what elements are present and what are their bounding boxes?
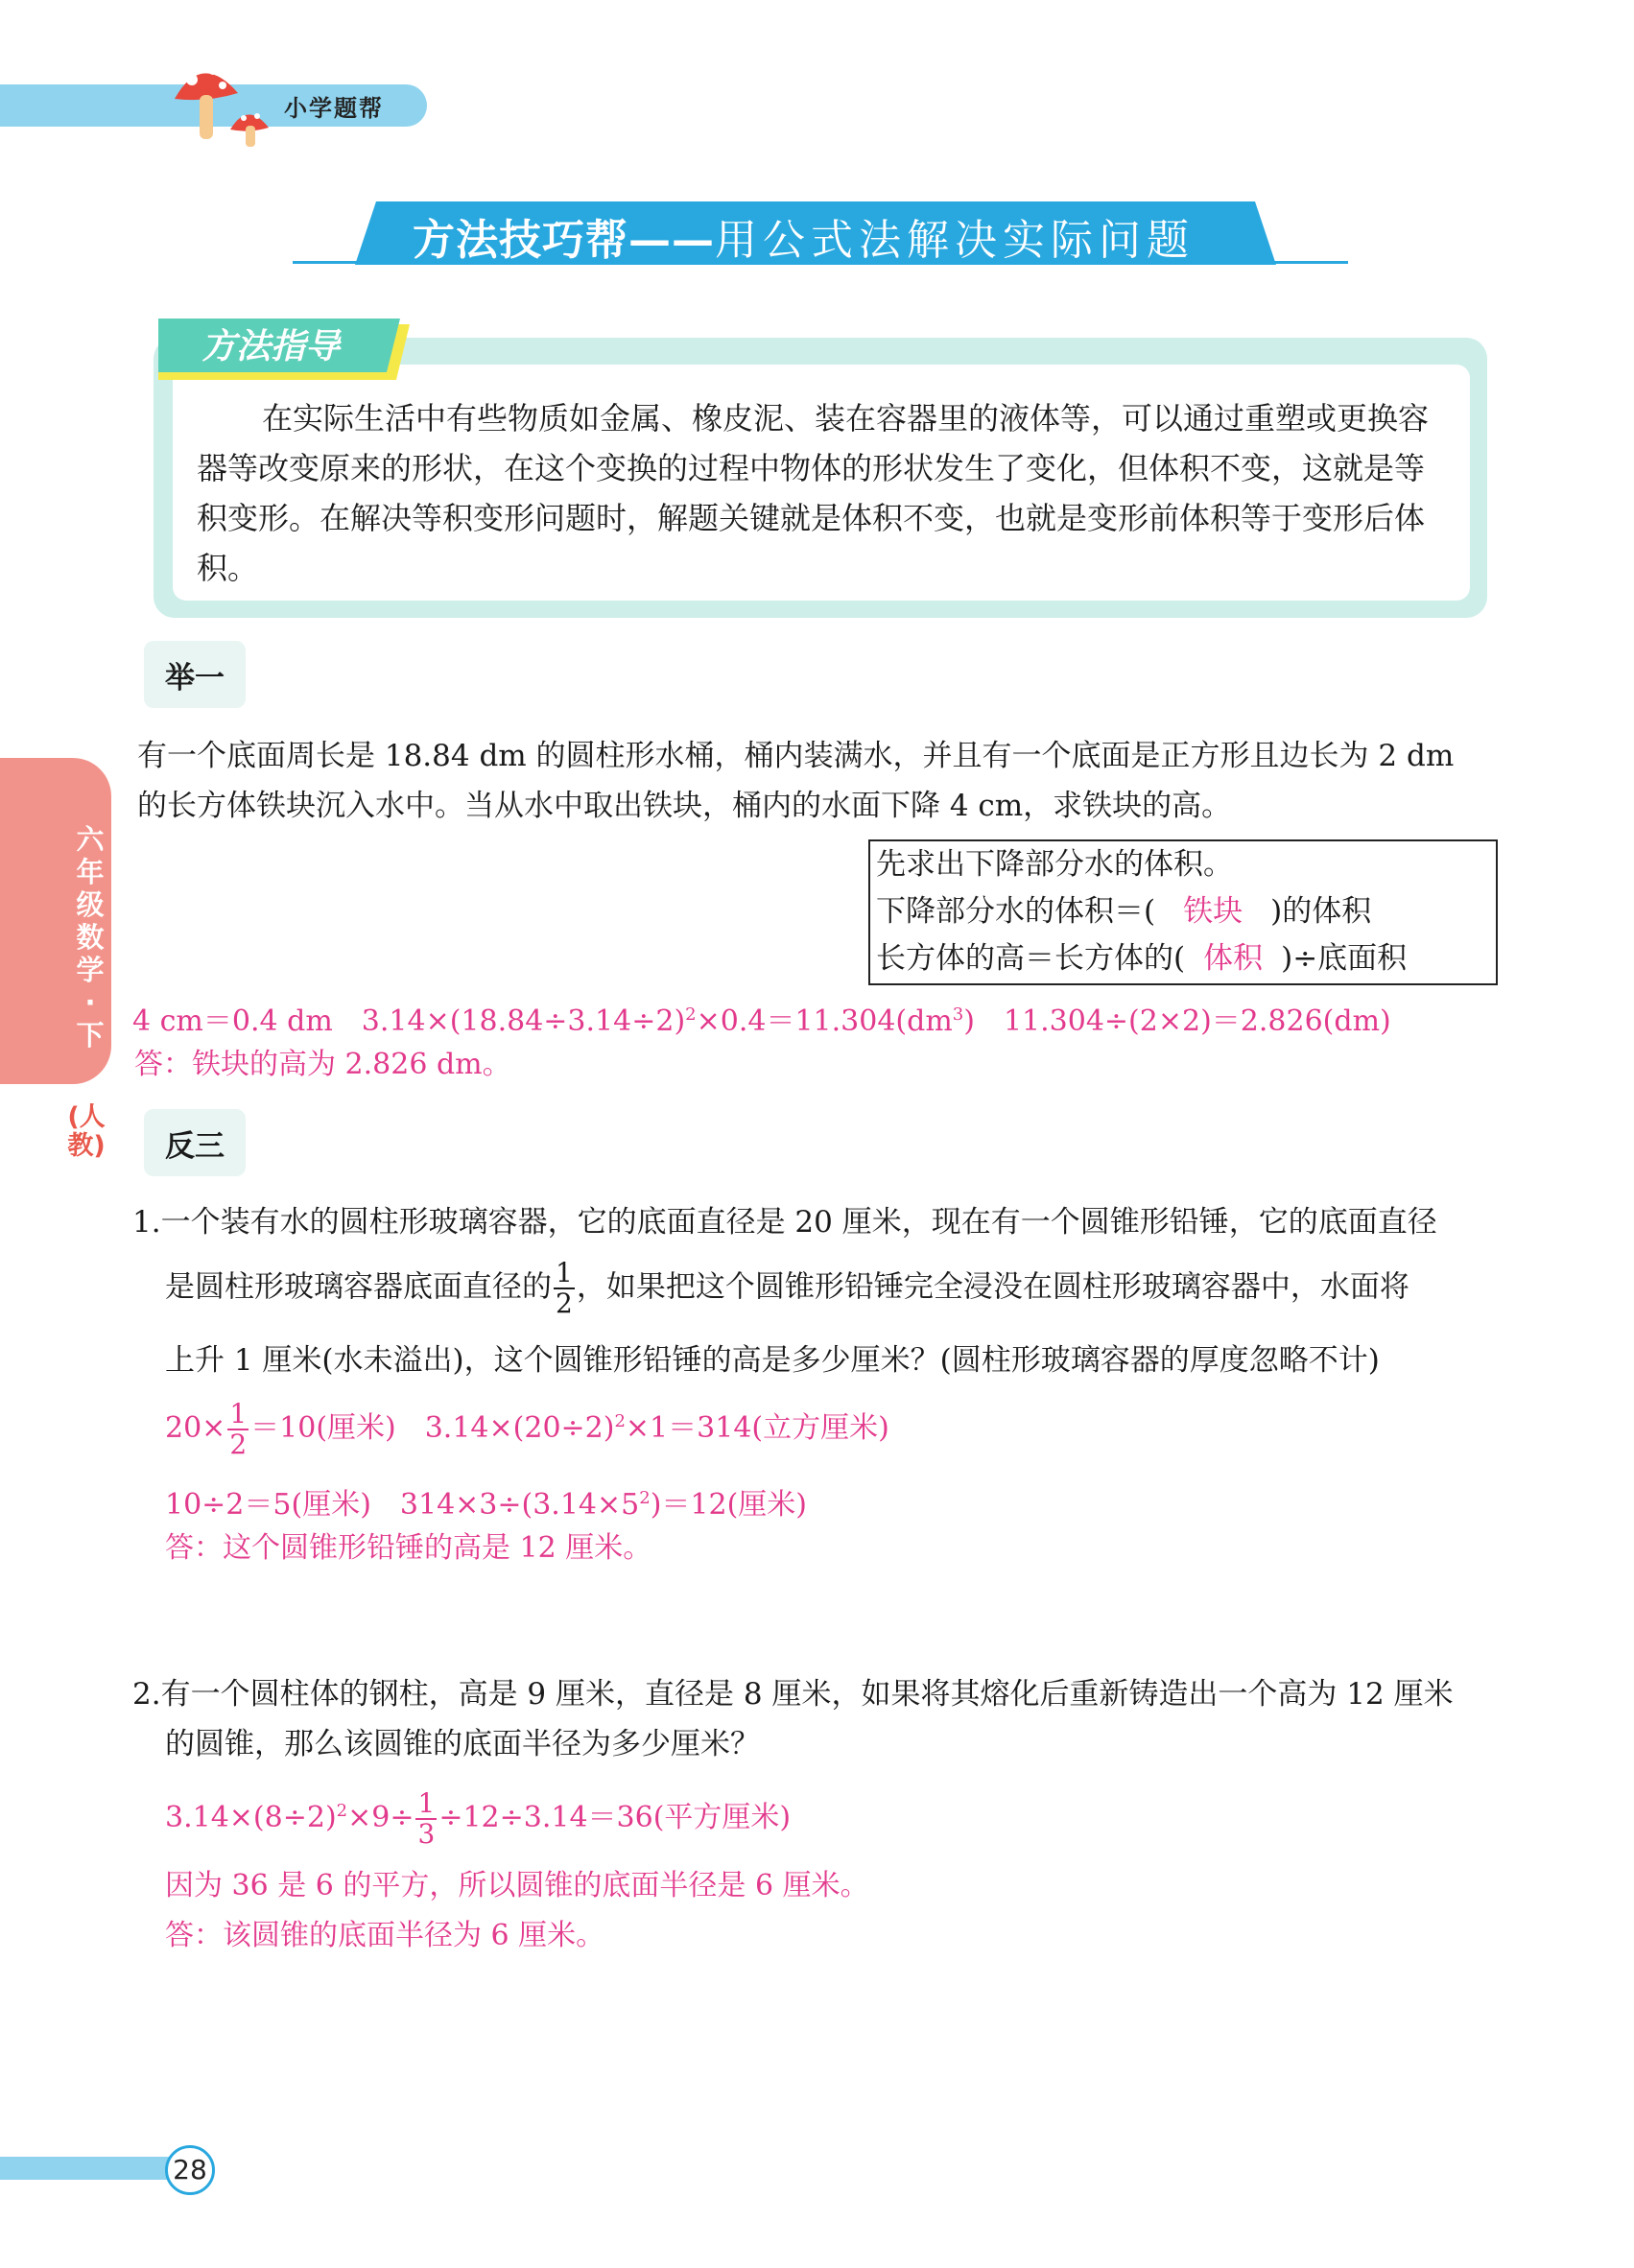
q1-ans1-c: ×1＝314(立方厘米) [625,1411,889,1445]
q1-line3: 上升 1 厘米(水未溢出)，这个圆锥形铅锤的高是多少厘米？(圆柱形玻璃容器的厚度忽略不计) [165,1343,1380,1378]
hint-row3-pre: 长方体的高＝长方体的( [876,941,1186,976]
q2-frac-den: 3 [417,1818,436,1850]
q1-line2-pre: 是圆柱形玻璃容器底面直径的 [165,1269,552,1305]
q1-line2-post: ，如果把这个圆锥形铅锤完全浸没在圆柱形玻璃容器中，水面将 [576,1269,1409,1305]
section-title [413,205,1195,267]
q2-frac-num: 1 [417,1787,436,1819]
q1-fraction [554,1259,575,1318]
q1-ans1-sup: 2 [614,1411,626,1431]
q1-ans-frac-den: 2 [229,1429,248,1460]
q2-ans1-a: 3.14×(8÷2) [165,1801,337,1834]
q1-frac-num: 1 [556,1257,573,1288]
q2-ans1-c: ÷12÷3.14＝36(平方厘米) [438,1801,792,1834]
mushroom-logo-icon [163,53,278,149]
calc-sup3: 3 [952,1004,964,1025]
calc-sup2: 2 [685,1004,697,1025]
q2-line1-text: 有一个圆柱体的钢柱，高是 9 厘米，直径是 8 厘米，如果将其熔化后重新铸造出一个高为 12 厘米 [160,1677,1454,1712]
example-label: 举一 [165,660,225,696]
q1-line1 [132,1197,1437,1247]
q1-ans1-a: 20× [165,1411,226,1445]
example-question-line1: 有一个底面周长是 18.84 dm 的圆柱形水桶，桶内装满水，并且有一个底面是正方形且边长为 2 dm [137,739,1455,773]
practice-label: 反三 [165,1128,225,1164]
calc-part-b: ×0.4＝11.304(dm [696,1004,953,1038]
q1-ans2-b: )＝12(厘米) [650,1488,807,1522]
q1-ans-frac-num: 1 [229,1398,248,1429]
q2-ans1-b: ×9÷ [347,1801,414,1834]
hint-row2-fill: 铁块 [1183,894,1243,929]
method-text: 在实际生活中有些物质如金属、橡皮泥、装在容器里的液体等，可以通过重塑或更换容器等改变原来的形状，在这个变换的过程中物体的形状发生了变化，但体积不变，这就是等积变形。在解决等积变形问题时，解题关键就是体积不变，也就是变形前体积等于变形后体积。 [197,400,1430,586]
q2-ans1-sup: 2 [336,1801,348,1821]
hint-row3-post: )÷底面积 [1281,941,1408,976]
q1-frac-den: 2 [556,1288,573,1319]
method-label: 方法指导 [201,327,341,366]
practice-badge [144,1109,246,1176]
hint-row3 [870,935,1496,982]
q1-line2 [165,1259,1409,1318]
hint-row2-pre: 下降部分水的体积＝( [876,894,1156,929]
q2-answer-final: 答：该圆锥的底面半径为 6 厘米。 [165,1919,605,1952]
title-sub: 用公式法解决实际问题 [715,216,1195,265]
title-dash: —— [628,216,715,265]
q1-ans1-b: ＝10(厘米) 3.14×(20÷2) [250,1411,615,1445]
q1-ans2-sup: 2 [639,1488,651,1508]
q1-answer-line2 [165,1474,807,1530]
example-answer-calc [132,990,1391,1047]
q2-line2: 的圆锥，那么该圆锥的底面半径为多少厘米？ [165,1727,760,1761]
q1-answer-final: 答：这个圆锥形铅锤的高是 12 厘米。 [165,1531,652,1565]
q2-answer-line1 [165,1786,791,1849]
q1-number: 1. [132,1205,161,1240]
hint-box [868,839,1498,985]
example-question-line2: 的长方体铁块沉入水中。当从水中取出铁块，桶内的水面下降 4 cm，求铁块的高。 [137,789,1232,823]
brand-name: 小学题帮 [284,95,384,122]
example-answer-final: 答：铁块的高为 2.826 dm。 [134,1048,511,1081]
calc-part-c: ) 11.304÷(2×2)＝2.826(dm) [963,1004,1391,1038]
q1-answer-line1 [165,1397,889,1459]
footer-bar [0,2157,173,2180]
hint-row3-fill: 体积 [1203,941,1264,976]
side-tab-label: 六年级数学·下 [76,823,105,1051]
page-number: 28 [165,2145,215,2195]
q1-ans2-a: 10÷2＝5(厘米) 314×3÷(3.14×5 [165,1488,640,1522]
q1-ans-fraction [227,1400,249,1459]
hint-row1: 先求出下降部分水的体积。 [876,847,1233,882]
title-main: 方法技巧帮 [413,216,628,265]
q1-line1-text: 一个装有水的圆柱形玻璃容器，它的底面直径是 20 厘米，现在有一个圆锥形铅锤，它的底面直径 [160,1205,1437,1240]
q2-number: 2. [132,1677,161,1712]
example-badge [144,641,246,708]
hint-row2-post: )的体积 [1270,894,1372,929]
side-tab-sub: (人教) [67,1102,106,1161]
q2-fraction [415,1789,437,1849]
hint-row2 [870,888,1496,935]
q2-line1 [132,1669,1454,1719]
calc-part-a: 4 cm＝0.4 dm 3.14×(18.84÷3.14÷2) [132,1004,686,1038]
q2-answer-line2: 因为 36 是 6 的平方，所以圆锥的底面半径是 6 厘米。 [165,1869,869,1902]
